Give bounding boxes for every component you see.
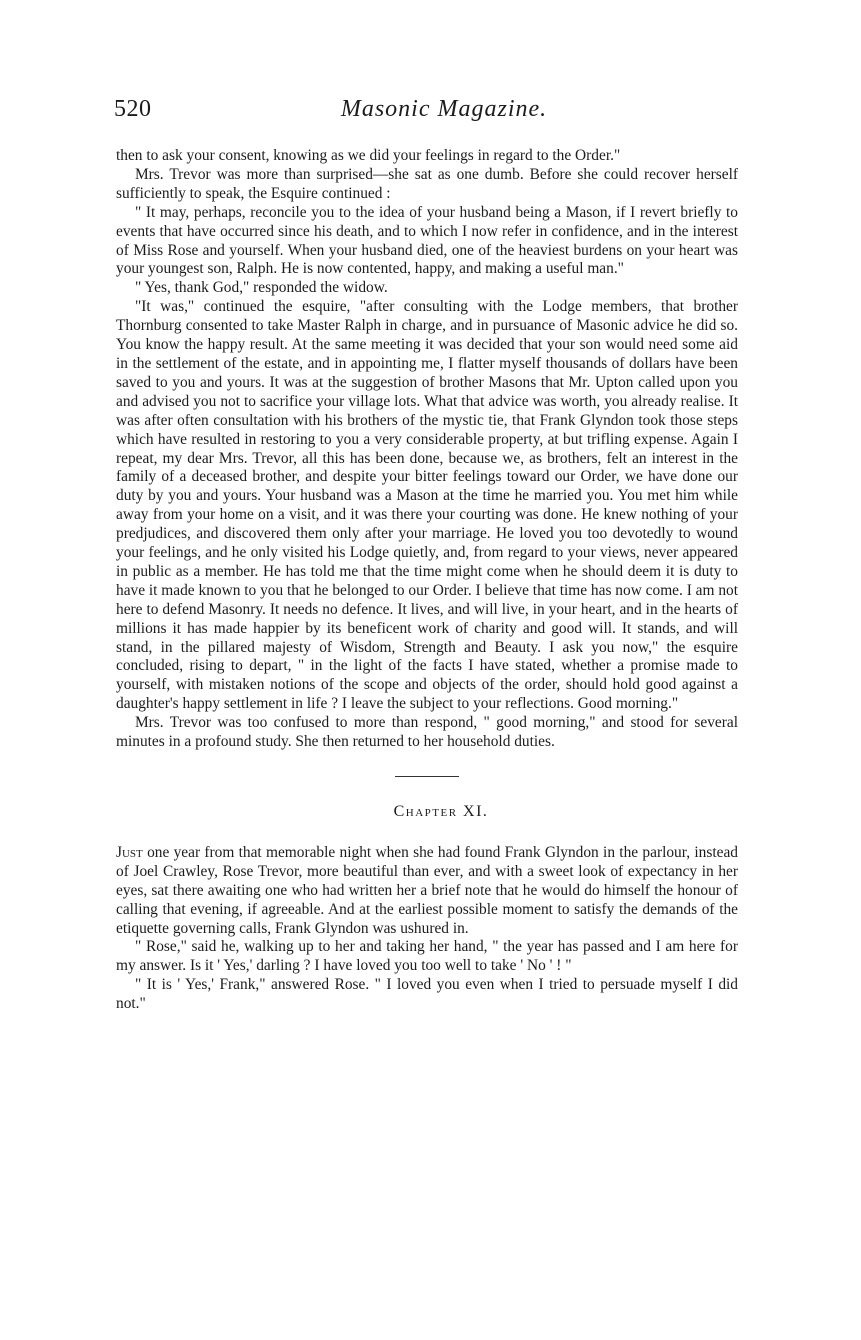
body-text xyxy=(116,147,738,1014)
paragraph: Mrs. Trevor was too confused to more than respond, " good morning," and stood for several minutes in a profound study. She then returned to her household duties. xyxy=(116,714,738,751)
paragraph: " Yes, thank God," responded the widow. xyxy=(135,279,388,297)
paragraph: " Rose," said he, walking up to her and taking her hand, " the year has passed and I am here for my answer. Is it ' Yes,' darling ? I have loved you too well to take ' No ' ! " xyxy=(116,938,738,975)
paragraph: " It may, perhaps, reconcile you to the idea of your husband being a Mason, if I revert briefly to events that have occurred since his death, and to which I now refer in confidence, and in the interest of Miss Rose and yourself. When your husband died, one of the heaviest burdens on your heart was your youngest son, Ralph. He is now contented, happy, and making a useful man." xyxy=(116,203,738,278)
chapter-heading xyxy=(116,803,738,822)
chapter-numeral: XI. xyxy=(463,803,489,820)
paragraph: Mrs. Trevor was more than surprised—she sat as one dumb. Before she could recover herself sufficiently to speak, the Esquire continued : xyxy=(116,165,738,202)
paragraph: "It was," continued the esquire, "after consulting with the Lodge members, that brother Thornburg consented to take Master Ralph in charge, and in pursuance of Masonic advice he did so. You know the happy result. At the same meeting it was decided that your son would need some aid in the settlement of the estate, and in appointing me, I flatter myself thousands of dollars have been saved to you and yours. It was at the suggestion of brother Masons that Mr. Upton called upon you and advised you not to sacrifice your village lots. What that advice was worth, you already realise. It was after often consultation with his brothers of the mystic tie, that Frank Glyndon took those steps which have resulted in restoring to you a very considerable property, at but trifling expense. Again I repeat, my dear Mrs. Trevor, all this has been done, because we, as brothers, felt an interest in the family of a deceased brother, and despite your bitter feelings toward our Order, we have done our duty by you and yours. Your husband was a Mason at the time he married you. You met him while away from your home on a visit, and it was there your courting was done. He knew nothing of your predjudices, and discovered them only after your marriage. He loved you too devotedly to wound your feelings, and he only visited his Lodge quietly, and, from regard to your views, never appeared in public as a member. He has told me that the time might come when he should deem it is duty to have it made known to you that he belonged to our Order. I believe that time has now come. I am not here to defend Masonry. It needs no defence. It lives, and will live, in your heart, and in the hearts of millions it has made happier by its beneficent work of charity and good will. It stands, and will stand, in the pillared majesty of Wisdom, Strength and Beauty. I ask you now," the esquire concluded, rising to depart, " in the light of the facts I have stated, whether a promise made to yourself, with mistaken notions of the scope and objects of the order, should hold good against a daughter's happy settlement in life ? I leave the subject to your reflections. Good morning." xyxy=(116,298,738,713)
paragraph: " It is ' Yes,' Frank," answered Rose. " I loved you even when I tried to persuade myself I did not." xyxy=(116,976,738,1013)
page-header xyxy=(114,96,744,130)
chapter-label: Chapter xyxy=(393,803,458,820)
chapter-opening-paragraph xyxy=(116,844,738,939)
opening-lead-word: Just xyxy=(116,843,143,861)
text-before-chapter xyxy=(116,147,738,752)
page-number: 520 xyxy=(114,96,152,122)
paragraph: then to ask your consent, knowing as we did your feelings in regard to the Order." xyxy=(116,147,621,164)
section-divider xyxy=(395,776,459,777)
opening-text: one year from that memorable night when she had found Frank Glyndon in the parlour, instead of Joel Crawley, Rose Trevor, more beautiful than ever, and with a sweet look of expectancy in her eyes, sat there awaiting one who had written her a brief note that he would do himself the honour of calling that evening, if agreeable. And at the earliest possible moment to satisfy the demands of the etiquette governing calls, Frank Glyndon was ushured in. xyxy=(116,843,738,937)
running-title: Masonic Magazine. xyxy=(340,96,548,122)
text-after-chapter-opening xyxy=(116,938,738,1014)
